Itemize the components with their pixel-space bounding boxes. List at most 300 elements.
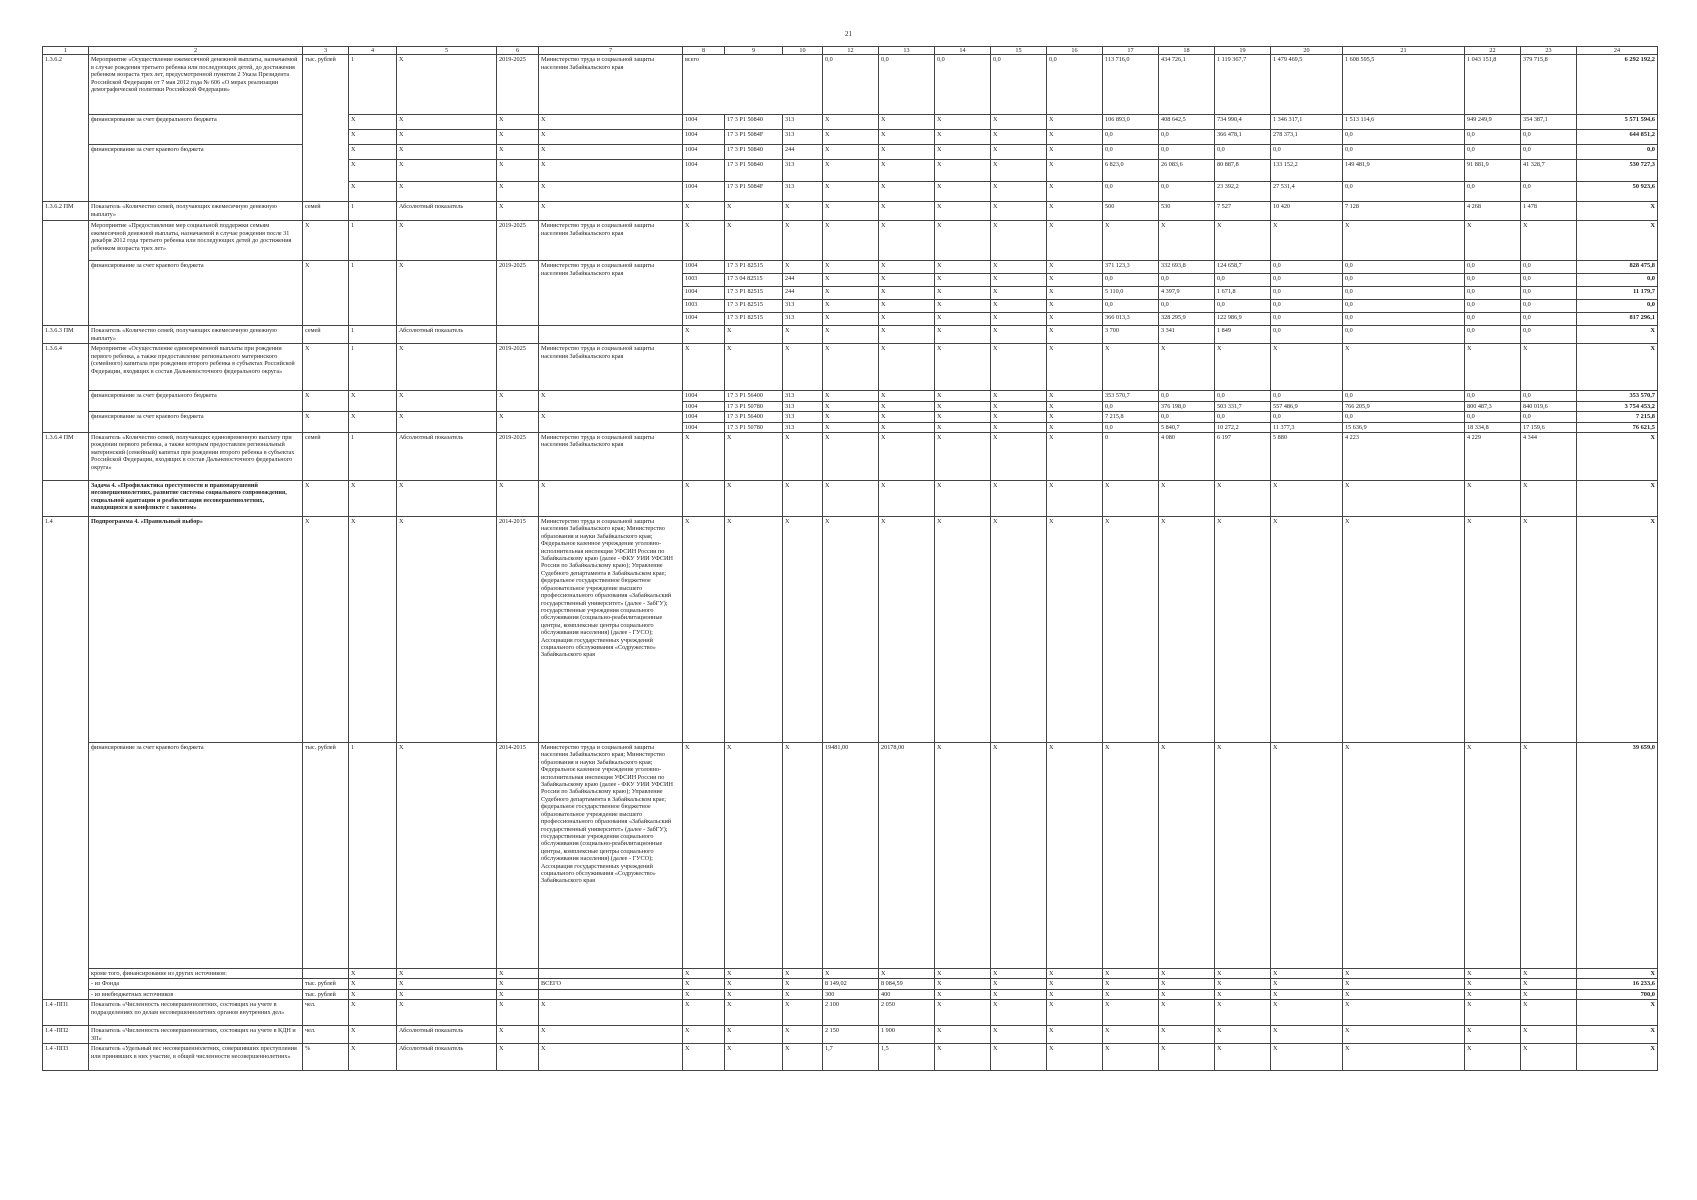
table-cell: 2 150 [823, 1026, 879, 1044]
table-cell: Х [823, 287, 879, 300]
table-cell: Х [1159, 969, 1215, 979]
table-cell: Х [879, 221, 935, 261]
table-cell: 0,0 [1521, 391, 1577, 401]
table-cell: Х [397, 481, 497, 517]
table-cell: 1 [349, 344, 397, 391]
table-cell: Х [783, 326, 823, 344]
table-cell: Х [783, 433, 823, 481]
table-cell: 530 727,3 [1577, 160, 1658, 182]
table-cell: 244 [783, 145, 823, 160]
table-cell: Х [1215, 1026, 1271, 1044]
table-cell: Х [539, 412, 683, 433]
table-cell: Министерство труда и социальной защиты населения Забайкальского края; Министерство образования и науки Забайкальского края; Федеральное казенное учреждение уголовно-исполнительная инспекция УФСИН России по Забайкальскому краю (далее - ФКУ УИИ УФСИН России по Забайкальскому краю); Управление Судебного департамента в Забайкальском крае; федеральное государственное бюджетное образовательное учреждение высшего профессионального образования «Забайкальский государственный университет» (далее - ЗабГУ); государственные учреждения социального обслуживания (социально-реабилитационные центры, комплексные центры социального обслуживания населения) (далее - ГУСО); Ассоциация государственных учреждений социального обслуживания «Содружество» Забайкальского края [539, 743, 683, 969]
table-cell: Х [823, 969, 879, 979]
column-number: 24 [1577, 47, 1658, 55]
table-cell: Х [725, 1026, 783, 1044]
table-cell: 366 013,3 [1103, 313, 1159, 326]
table-cell: Х [349, 989, 397, 999]
table-cell: 313 [783, 422, 823, 432]
table-cell: Х [349, 412, 397, 433]
table-cell: 8 084,59 [879, 979, 935, 989]
table-cell: Х [725, 221, 783, 261]
column-number: 15 [991, 47, 1047, 55]
table-cell: 0,0 [1159, 274, 1215, 287]
table-cell: 0,0 [1521, 182, 1577, 202]
table-cell: Х [935, 261, 991, 274]
table-cell: Х [1271, 1000, 1343, 1026]
table-row [43, 412, 1658, 422]
table-cell: Х [1047, 182, 1103, 202]
table-cell: 0,0 [1159, 145, 1215, 160]
table-cell: Х [1159, 979, 1215, 989]
table-cell: 0,0 [1343, 261, 1465, 274]
table-cell: 1003 [683, 274, 725, 287]
table-cell: Х [991, 300, 1047, 313]
table-cell: 1004 [683, 182, 725, 202]
table-cell: Х [1577, 221, 1658, 261]
table-cell: Х [935, 412, 991, 422]
table-cell: 0,0 [1465, 412, 1521, 422]
table-cell: Х [935, 326, 991, 344]
table-cell [43, 221, 89, 326]
table-cell: 0,0 [1343, 326, 1465, 344]
table-cell: Х [539, 202, 683, 221]
table-header-row [43, 47, 1658, 55]
table-cell: 1 608 595,5 [1343, 55, 1465, 115]
table-cell: 0,0 [1577, 300, 1658, 313]
table-cell: Х [497, 391, 539, 412]
table-cell: Х [1465, 517, 1521, 743]
table-cell: 0,0 [1159, 182, 1215, 202]
table-cell: Х [879, 517, 935, 743]
table-cell: Х [991, 989, 1047, 999]
table-cell: Х [497, 1000, 539, 1026]
table-row [43, 517, 1658, 743]
column-number: 17 [1103, 47, 1159, 55]
table-cell: Х [991, 313, 1047, 326]
table-cell: Х [1343, 743, 1465, 969]
table-cell: Министерство труда и социальной защиты населения Забайкальского края; Министерство образования и науки Забайкальского края; Федеральное казенное учреждение уголовно-исполнительная инспекция УФСИН России по Забайкальскому краю (далее - ФКУ УИИ УФСИН России по Забайкальскому краю); Управление Судебного департамента в Забайкальском крае; федеральное государственное бюджетное образовательное учреждение высшего профессионального образования «Забайкальский государственный университет» (далее - ЗабГУ); государственные учреждения социального обслуживания (социально-реабилитационные центры, комплексные центры социального обслуживания населения) (далее - ГУСО); Ассоциация государственных учреждений социального обслуживания «Содружество» Забайкальского края [539, 517, 683, 743]
table-cell: Х [935, 969, 991, 979]
table-cell: Х [539, 1000, 683, 1026]
table-cell: тыс. рублей [303, 55, 349, 202]
table-cell: 17 3 Р1 50840 [725, 145, 783, 160]
table-cell: 17 3 Р1 50840 [725, 160, 783, 182]
table-cell: Х [725, 1000, 783, 1026]
table-cell: Х [823, 422, 879, 432]
table-cell: Х [935, 517, 991, 743]
table-cell: Х [879, 313, 935, 326]
table-cell: Х [1271, 517, 1343, 743]
table-cell: Х [683, 433, 725, 481]
table-cell: 0,0 [1465, 326, 1521, 344]
table-cell: Х [1103, 989, 1159, 999]
table-cell: 0,0 [1521, 313, 1577, 326]
table-cell: 149 481,9 [1343, 160, 1465, 182]
table-cell: 1 [349, 326, 397, 344]
table-cell: Х [1159, 743, 1215, 969]
table-cell: 644 851,2 [1577, 130, 1658, 145]
table-cell: 1 849 [1215, 326, 1271, 344]
table-cell: Х [935, 221, 991, 261]
table-cell: Х [349, 969, 397, 979]
table-cell: Х [1159, 1044, 1215, 1071]
table-cell: Х [497, 979, 539, 989]
table-cell: Х [1047, 517, 1103, 743]
table-cell: Х [1465, 969, 1521, 979]
column-number: 18 [1159, 47, 1215, 55]
table-cell: 0,0 [1159, 412, 1215, 422]
table-cell: финансирование за счет краевого бюджета [89, 261, 303, 326]
table-cell: Х [497, 160, 539, 182]
table-cell: 0,0 [1103, 422, 1159, 432]
table-cell: 313 [783, 130, 823, 145]
table-cell: 27 531,4 [1271, 182, 1343, 202]
table-cell: Х [1343, 979, 1465, 989]
table-cell: 20178,00 [879, 743, 935, 969]
table-cell: 1 [349, 55, 397, 115]
table-cell: 0,0 [1465, 130, 1521, 145]
table-cell: - из Фонда [89, 979, 303, 989]
table-cell: Х [1047, 989, 1103, 999]
table-cell: Х [349, 1000, 397, 1026]
table-cell: 6 292 192,2 [1577, 55, 1658, 115]
table-cell: 3 341 [1159, 326, 1215, 344]
table-cell: Х [991, 326, 1047, 344]
table-cell: Х [991, 979, 1047, 989]
table-cell: Х [1047, 433, 1103, 481]
table-cell: 0,0 [1521, 300, 1577, 313]
table-cell: Х [935, 300, 991, 313]
table-cell: тыс. рублей [303, 743, 349, 969]
table-cell: Х [1047, 743, 1103, 969]
table-cell: Х [349, 182, 397, 202]
table-cell: 0,0 [1215, 391, 1271, 401]
table-cell: 0,0 [1103, 300, 1159, 313]
table-cell: 2 100 [823, 1000, 879, 1026]
program-table [42, 46, 1658, 1071]
table-cell: 0 [1103, 433, 1159, 481]
table-cell: 371 123,3 [1103, 261, 1159, 274]
table-cell: Х [683, 326, 725, 344]
table-cell: 17 3 Р1 5084F [725, 182, 783, 202]
table-row [43, 261, 1658, 274]
table-cell: Х [879, 401, 935, 411]
table-cell: Х [683, 1026, 725, 1044]
table-cell: 1 [349, 433, 397, 481]
table-row [43, 979, 1658, 989]
table-cell: 840 019,6 [1521, 401, 1577, 411]
table-cell: 1004 [683, 412, 725, 422]
table-cell: 26 083,6 [1159, 160, 1215, 182]
table-cell: Х [935, 433, 991, 481]
table-cell: Х [349, 145, 397, 160]
table-cell: Х [879, 261, 935, 274]
table-cell: Х [1271, 1026, 1343, 1044]
column-number: 8 [683, 47, 725, 55]
table-cell: Х [1103, 1026, 1159, 1044]
table-cell: Х [725, 969, 783, 979]
table-row [43, 433, 1658, 481]
table-cell: Х [823, 274, 879, 287]
table-cell: Х [783, 1044, 823, 1071]
table-cell: 1.3.6.4 ПМ [43, 433, 89, 481]
table-cell: 1 478 [1521, 202, 1577, 221]
table-cell: Х [1521, 979, 1577, 989]
table-cell: Абсолютный показатель [397, 202, 497, 221]
table-cell: 1 [349, 221, 397, 261]
table-row [43, 221, 1658, 261]
table-cell: Х [991, 145, 1047, 160]
table-cell: 353 570,7 [1577, 391, 1658, 401]
table-cell: Х [303, 261, 349, 326]
table-cell: 2019-2025 [497, 221, 539, 261]
table-cell: Х [303, 481, 349, 517]
table-cell: Х [683, 989, 725, 999]
table-cell: Абсолютный показатель [397, 1026, 497, 1044]
table-cell: 7 215,8 [1577, 412, 1658, 422]
table-cell: Х [783, 989, 823, 999]
table-cell: Х [1047, 145, 1103, 160]
table-cell: семей [303, 433, 349, 481]
table-cell: 0,0 [1465, 300, 1521, 313]
table-cell: Х [823, 160, 879, 182]
table-cell: Х [1103, 344, 1159, 391]
table-cell: Х [783, 979, 823, 989]
table-cell: Х [935, 344, 991, 391]
column-number: 14 [935, 47, 991, 55]
table-cell: 1 900 [879, 1026, 935, 1044]
table-cell: Х [539, 481, 683, 517]
table-cell: Х [783, 743, 823, 969]
table-cell: Х [349, 1044, 397, 1071]
table-cell: Х [349, 160, 397, 182]
table-row [43, 55, 1658, 115]
table-cell: 0,0 [1271, 300, 1343, 313]
column-number: 4 [349, 47, 397, 55]
table-cell: 2014-2015 [497, 743, 539, 969]
column-number: 9 [725, 47, 783, 55]
table-cell: Х [991, 344, 1047, 391]
table-cell: Х [1343, 989, 1465, 999]
table-cell: Х [1465, 743, 1521, 969]
table-cell: 0,0 [1343, 145, 1465, 160]
table-cell: Х [1047, 300, 1103, 313]
table-cell: Х [879, 145, 935, 160]
table-cell: 0,0 [1103, 130, 1159, 145]
table-cell: 0,0 [1465, 313, 1521, 326]
table-cell: 5 840,7 [1159, 422, 1215, 432]
table-cell: Х [1047, 979, 1103, 989]
table-cell: Х [935, 401, 991, 411]
table-cell: 11 179,7 [1577, 287, 1658, 300]
table-cell: Х [497, 1044, 539, 1071]
table-cell: Х [783, 202, 823, 221]
table-cell: Абсолютный показатель [397, 433, 497, 481]
table-cell: 313 [783, 412, 823, 422]
table-cell: 313 [783, 160, 823, 182]
column-number: 7 [539, 47, 683, 55]
table-cell: Х [823, 313, 879, 326]
table-cell: 2019-2025 [497, 261, 539, 326]
table-cell: Х [991, 1000, 1047, 1026]
table-cell: Х [1159, 481, 1215, 517]
table-cell: Х [879, 287, 935, 300]
table-cell: 766 205,9 [1343, 401, 1465, 411]
table-cell: 700,0 [1577, 989, 1658, 999]
table-cell: Х [991, 1026, 1047, 1044]
column-number: 6 [497, 47, 539, 55]
table-cell: Х [397, 989, 497, 999]
table-cell: 19481,00 [823, 743, 879, 969]
table-cell: 949 249,9 [1465, 115, 1521, 130]
column-number: 2 [89, 47, 303, 55]
table-cell: 1004 [683, 391, 725, 401]
table-cell: Х [349, 1026, 397, 1044]
table-cell: Х [725, 517, 783, 743]
table-cell: Х [935, 115, 991, 130]
table-cell: 5 880 [1271, 433, 1343, 481]
table-cell: 408 642,5 [1159, 115, 1215, 130]
table-cell: Х [497, 145, 539, 160]
table-cell: 376 198,0 [1159, 401, 1215, 411]
table-cell: 1004 [683, 145, 725, 160]
table-cell: Х [1577, 1044, 1658, 1071]
table-cell: 17 3 Р1 82515 [725, 300, 783, 313]
table-cell: 0,0 [1521, 145, 1577, 160]
table-cell: Х [1159, 221, 1215, 261]
table-cell: Х [1159, 344, 1215, 391]
table-cell: Х [683, 1044, 725, 1071]
table-cell: Х [683, 202, 725, 221]
table-cell: 4 344 [1521, 433, 1577, 481]
table-cell: Показатель «Численность несовершеннолетних, состоящих на учете в подразделениях по делам несовершеннолетних органов внутренних дел» [89, 1000, 303, 1026]
table-cell: Х [1047, 326, 1103, 344]
table-cell: Х [935, 130, 991, 145]
table-cell: Х [991, 202, 1047, 221]
table-cell: Х [539, 182, 683, 202]
table-cell: Х [1577, 433, 1658, 481]
table-cell: 2019-2025 [497, 433, 539, 481]
table-cell: 17 3 Р1 50780 [725, 401, 783, 411]
table-cell: Х [823, 221, 879, 261]
table-cell: 0,0 [879, 55, 935, 115]
table-cell: Х [397, 391, 497, 412]
table-cell: Х [991, 1044, 1047, 1071]
table-cell: 2014-2015 [497, 517, 539, 743]
table-cell: Министерство труда и социальной защиты населения Забайкальского края [539, 221, 683, 261]
table-cell: Х [1047, 115, 1103, 130]
table-cell: 122 986,9 [1215, 313, 1271, 326]
table-cell: Х [1047, 391, 1103, 401]
table-cell: Х [349, 115, 397, 130]
table-cell: Х [1521, 743, 1577, 969]
table-cell: Х [1215, 743, 1271, 969]
table-cell: 1 [349, 202, 397, 221]
table-cell: Х [1103, 969, 1159, 979]
table-cell: 0,0 [1465, 145, 1521, 160]
table-cell: Х [823, 300, 879, 313]
table-cell: Х [991, 481, 1047, 517]
table-cell: 313 [783, 401, 823, 411]
table-cell: Х [1577, 1000, 1658, 1026]
table-cell: Х [1271, 989, 1343, 999]
table-cell: Х [1047, 412, 1103, 422]
table-cell [539, 989, 683, 999]
table-cell: 4 229 [1465, 433, 1521, 481]
table-cell: семей [303, 326, 349, 344]
table-cell: 0,0 [1343, 412, 1465, 422]
table-cell: Х [1465, 989, 1521, 999]
table-cell: Х [539, 1026, 683, 1044]
table-cell: 0,0 [1215, 300, 1271, 313]
table-cell: Х [935, 979, 991, 989]
table-cell: Х [935, 313, 991, 326]
table-cell: Х [683, 979, 725, 989]
table-cell: 800 487,3 [1465, 401, 1521, 411]
table-cell: 124 658,7 [1215, 261, 1271, 274]
table-cell: 0,0 [1521, 130, 1577, 145]
table-cell: Х [991, 401, 1047, 411]
table-row [43, 969, 1658, 979]
table-cell: 0,0 [1271, 287, 1343, 300]
table-cell: Х [683, 969, 725, 979]
table-cell: Х [1215, 989, 1271, 999]
table-cell: 0,0 [1577, 274, 1658, 287]
column-number: 22 [1465, 47, 1521, 55]
table-cell: 817 296,1 [1577, 313, 1658, 326]
table-cell: Х [725, 202, 783, 221]
table-cell: финансирование за счет краевого бюджета [89, 743, 303, 969]
table-cell: 1004 [683, 160, 725, 182]
table-cell: Х [823, 202, 879, 221]
table-cell: Х [935, 481, 991, 517]
table-cell: 1004 [683, 287, 725, 300]
table-cell: 0,0 [1465, 391, 1521, 401]
table-cell: 0,0 [1271, 145, 1343, 160]
table-cell: Х [935, 160, 991, 182]
table-cell: чел. [303, 1000, 349, 1026]
table-cell: 353 570,7 [1103, 391, 1159, 401]
table-cell: 17 3 Р1 56400 [725, 391, 783, 401]
table-row [43, 344, 1658, 391]
table-cell: Х [683, 1000, 725, 1026]
table-cell: Х [823, 412, 879, 422]
table-cell: 0,0 [1343, 182, 1465, 202]
table-cell: Х [349, 979, 397, 989]
table-cell: Х [1159, 1026, 1215, 1044]
table-row [43, 326, 1658, 344]
table-cell: Министерство труда и социальной защиты населения Забайкальского края [539, 344, 683, 391]
table-cell: 2 050 [879, 1000, 935, 1026]
table-cell: Х [539, 160, 683, 182]
table-cell: всего [683, 55, 823, 115]
table-cell: Х [823, 145, 879, 160]
table-cell: Х [783, 221, 823, 261]
table-cell: Х [397, 517, 497, 743]
page-number: 21 [845, 30, 852, 38]
table-cell: 1004 [683, 401, 725, 411]
table-cell: Х [303, 412, 349, 433]
table-cell: 278 373,1 [1271, 130, 1343, 145]
table-cell: Х [1521, 969, 1577, 979]
table-cell: Х [1047, 1000, 1103, 1026]
table-cell: Х [397, 145, 497, 160]
table-cell: 0,0 [1521, 261, 1577, 274]
table-cell: Х [1047, 313, 1103, 326]
table-cell: 1 479 469,5 [1271, 55, 1343, 115]
table-cell: Х [1103, 481, 1159, 517]
